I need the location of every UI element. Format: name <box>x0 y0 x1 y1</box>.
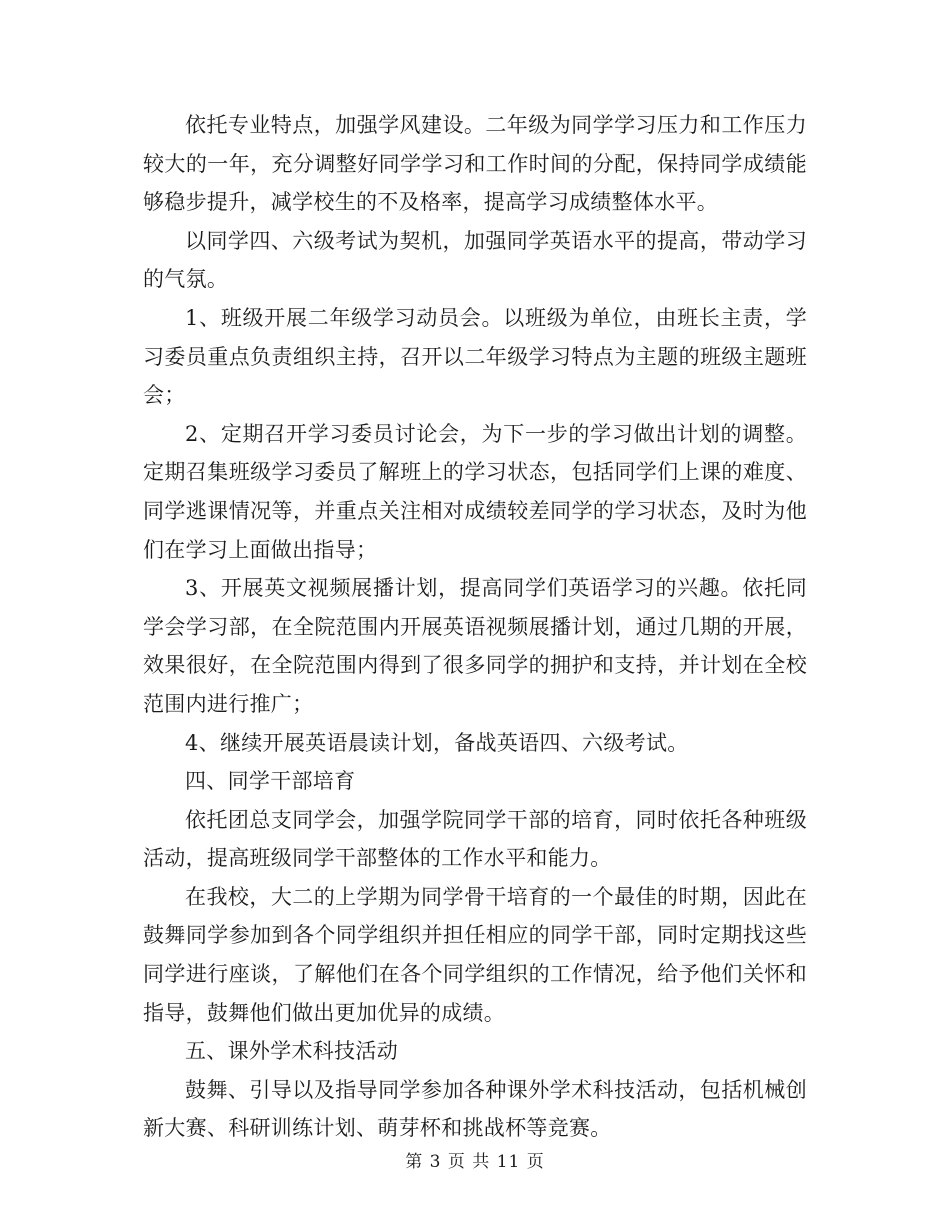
section-heading-cadre-training: 四、同学干部培育 <box>185 769 356 794</box>
page-number-label: 第 3 页 共 11 页 <box>405 1152 545 1172</box>
paragraph-item-4: 4、继续开展英语晨读计划，备战英语四、六级考试。 <box>185 730 689 755</box>
paragraph-cadre-training: 依托团总支同学会，加强学院同学干部的培育，同时依托各种班级活动，提高班级同学干部整体的工作水平和能力。 <box>143 807 807 871</box>
paragraph-item-3: 3、开展英文视频展播计划，提高同学们英语学习的兴趣。依托同学会学习部，在全院范围内开展英语视频展播计划，通过几期的开展，效果很好，在全院范围内得到了很多同学的拥护和支持，并计划在全校范围内进行推广； <box>143 576 807 716</box>
paragraph-study-style: 依托专业特点，加强学风建设。二年级为同学学习压力和工作压力较大的一年，充分调整好同学学习和工作时间的分配，保持同学成绩能够稳步提升，减学校生的不及格率，提高学习成绩整体水平。 <box>143 113 807 215</box>
paragraph-item-2: 2、定期召开学习委员讨论会，为下一步的学习做出计划的调整。定期召集班级学习委员了解班上的学习状态，包括同学们上课的难度、同学逃课情况等，并重点关注相对成绩较差同学的学习状态，及时为他们在学习上面做出指导； <box>143 421 807 562</box>
section-heading-academic-activities: 五、课外学术科技活动 <box>185 1039 398 1064</box>
paragraph-academic-activities: 鼓舞、引导以及指导同学参加各种课外学术科技活动，包括机械创新大赛、科研训练计划、萌芽杯和挑战杯等竞赛。 <box>143 1077 807 1141</box>
paragraph-cet-exam: 以同学四、六级考试为契机，加强同学英语水平的提高，带动学习的气氛。 <box>143 228 807 292</box>
document-body <box>143 106 807 1148</box>
paragraph-item-1: 1、班级开展二年级学习动员会。以班级为单位，由班长主责，学习委员重点负责组织主持，召开以二年级学习特点为主题的班级主题班会； <box>143 305 807 408</box>
page-footer <box>0 1150 950 1174</box>
paragraph-cadre-sophomore: 在我校，大二的上学期为同学骨干培育的一个最佳的时期，因此在鼓舞同学参加到各个同学组织并担任相应的同学干部，同时定期找这些同学进行座谈，了解他们在各个同学组织的工作情况，给予他们关怀和指导，鼓舞他们做出更加优异的成绩。 <box>143 884 807 1025</box>
